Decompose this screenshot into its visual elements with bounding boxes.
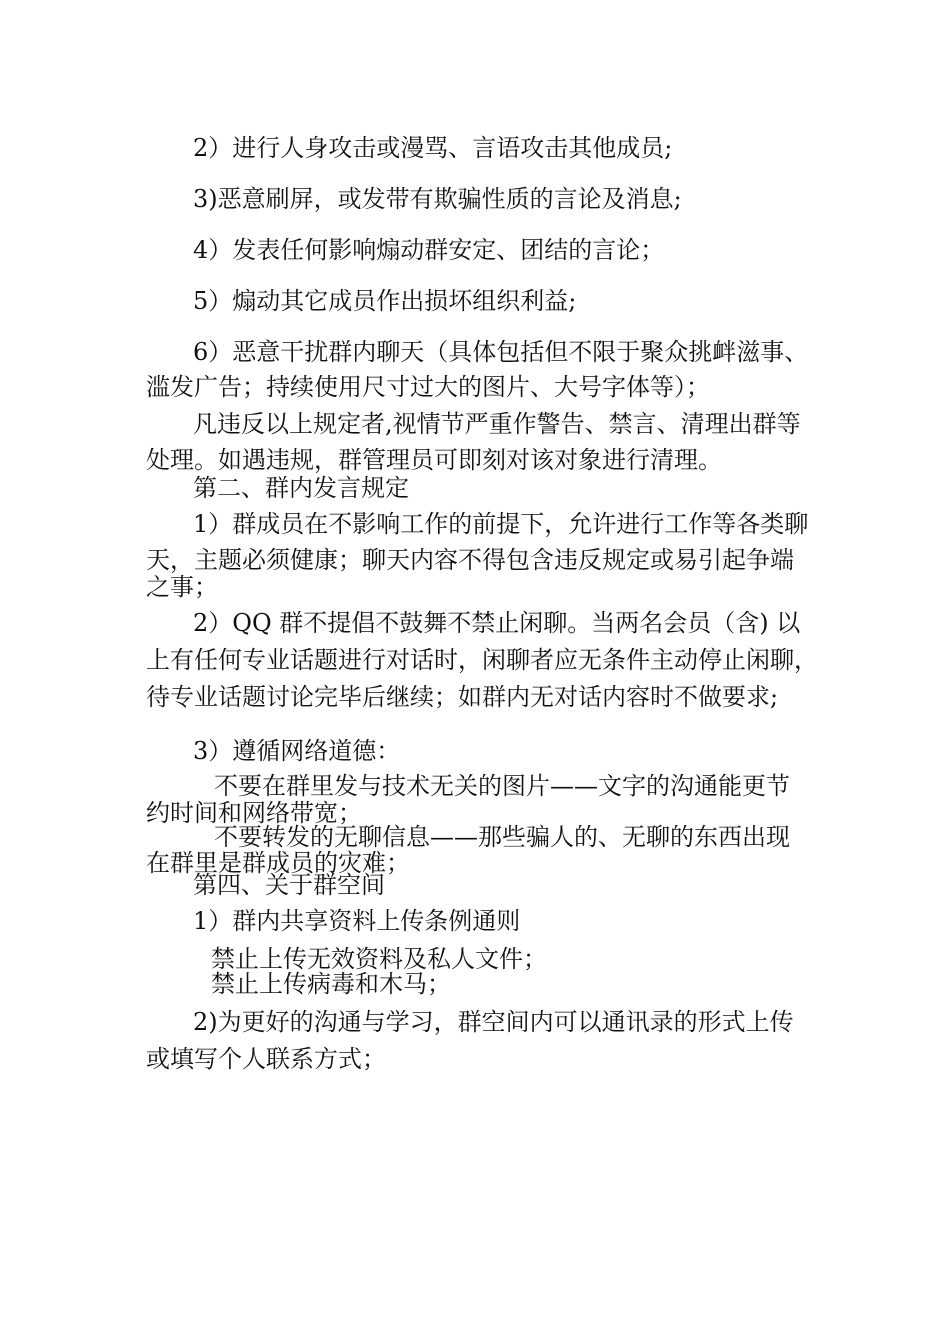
speech-item-2-cont2: 待专业话题讨论完毕后继续；如群内无对话内容时不做要求; — [146, 683, 779, 711]
section-heading-space: 第四、关于群空间 — [193, 871, 385, 899]
rule-item-5: 5）煽动其它成员作出损坏组织利益; — [193, 287, 577, 315]
ethics-point-1: 不要在群里发与技术无关的图片——文字的沟通能更节 — [214, 772, 790, 800]
rule-item-2: 2）进行人身攻击或漫骂、言语攻击其他成员; — [193, 134, 673, 162]
rule-item-6-cont: 滥发广告；持续使用尺寸过大的图片、大号字体等）； — [146, 373, 710, 401]
speech-item-2: 2）QQ 群不提倡不鼓舞不禁止闲聊。当两名会员（含) 以 — [193, 609, 801, 637]
rule-item-4: 4）发表任何影响煽动群安定、团结的言论； — [193, 236, 665, 264]
penalty-paragraph: 凡违反以上规定者,视情节严重作警告、禁言、清理出群等 — [193, 410, 801, 438]
speech-item-1: 1）群成员在不影响工作的前提下，允许进行工作等各类聊 — [193, 510, 809, 538]
ethics-point-2: 不要转发的无聊信息——那些骗人的、无聊的东西出现 — [214, 823, 790, 851]
rule-item-3: 3)恶意刷屏，或发带有欺骗性质的言论及消息; — [193, 185, 682, 213]
speech-item-2-cont: 上有任何专业话题进行对话时，闲聊者应无条件主动停止闲聊， — [146, 646, 818, 674]
rule-item-6: 6）恶意干扰群内聊天（具体包括但不限于聚众挑衅滋事、 — [193, 338, 809, 366]
ethics-point-2-cont: 在群里是群成员的灾难； — [146, 849, 410, 877]
space-item-2-cont: 或填写个人联系方式； — [146, 1045, 386, 1073]
space-item-2: 2)为更好的沟通与学习，群空间内可以通讯录的形式上传 — [193, 1008, 794, 1036]
ethics-point-1-cont: 约时间和网络带宽； — [146, 799, 362, 827]
space-rule-1: 禁止上传无效资料及私人文件； — [211, 945, 547, 973]
speech-item-1-cont: 天，主题必须健康；聊天内容不得包含违反规定或易引起争端 — [146, 546, 794, 574]
section-heading-speech: 第二、群内发言规定 — [193, 474, 409, 502]
penalty-paragraph-cont: 处理。如遇违规，群管理员可即刻对该对象进行清理。 — [146, 446, 722, 474]
space-item-1: 1）群内共享资料上传条例通则 — [193, 907, 521, 935]
speech-item-3: 3）遵循网络道德： — [193, 737, 401, 765]
space-rule-2: 禁止上传病毒和木马； — [211, 970, 451, 998]
speech-item-1-cont2: 之事； — [146, 573, 218, 601]
